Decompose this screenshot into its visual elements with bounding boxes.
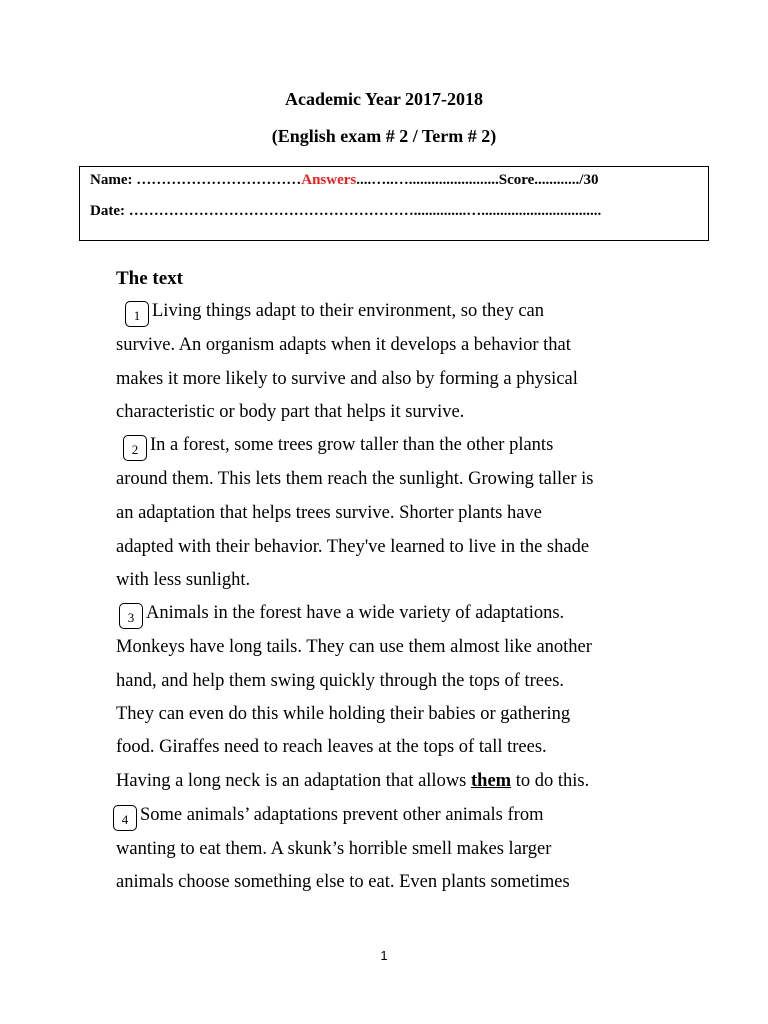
name-answer: Answers [301, 172, 357, 188]
text-line [113, 805, 543, 831]
text-line: characteristic or body part that helps it survive. [116, 402, 465, 422]
underlined-word: them [471, 771, 512, 791]
name-score-row [90, 172, 598, 189]
text-line: Monkeys have long tails. They can use them almost like another [116, 637, 592, 657]
text-line: with less sunlight. [116, 570, 251, 590]
text-line [123, 435, 553, 461]
page-number: 1 [380, 948, 388, 963]
text-line: hand, and help them swing quickly through the tops of trees. [116, 671, 565, 691]
paragraph-number: 4 [113, 805, 137, 831]
text-line: makes it more likely to survive and also by forming a physical [116, 369, 578, 389]
text-line: an adaptation that helps trees survive. Shorter plants have [116, 503, 542, 523]
text-line: around them. This lets them reach the sunlight. Growing taller is [116, 469, 594, 489]
line-text: Living things adapt to their environment, so they can [152, 301, 545, 321]
paragraph-number: 1 [125, 301, 149, 327]
exam-subtitle: (English exam # 2 / Term # 2) [271, 126, 497, 146]
text-line [125, 301, 544, 327]
line-text: to do this. [515, 771, 590, 791]
text-line: They can even do this while holding their babies or gathering [116, 704, 571, 724]
text-line: survive. An organism adapts when it develops a behavior that [116, 335, 571, 355]
paragraph-number: 2 [123, 435, 147, 461]
line-text: In a forest, some trees grow taller than the other plants [150, 435, 554, 455]
date-row: Date: …………………………………………………..............…................................ [90, 203, 602, 219]
text-line [116, 771, 589, 792]
line-text: Having a long neck is an adaptation that allows [116, 771, 467, 791]
score-field: ....…..…........................Score............/30 [356, 172, 599, 188]
text-line: food. Giraffes need to reach leaves at the tops of tall trees. [116, 737, 547, 757]
exam-title: Academic Year 2017-2018 [285, 89, 483, 109]
text-line [119, 603, 564, 629]
line-text: Animals in the forest have a wide variety of adaptations. [146, 603, 565, 623]
section-heading: The text [116, 268, 184, 289]
text-line: animals choose something else to eat. Even plants sometimes [116, 872, 570, 892]
text-line: adapted with their behavior. They've learned to live in the shade [116, 537, 590, 557]
name-label: Name: …………………………… [90, 172, 302, 188]
text-line: wanting to eat them. A skunk’s horrible smell makes larger [116, 839, 552, 859]
student-info-box [79, 166, 709, 241]
line-text: Some animals’ adaptations prevent other animals from [140, 805, 544, 825]
paragraph-number: 3 [119, 603, 143, 629]
